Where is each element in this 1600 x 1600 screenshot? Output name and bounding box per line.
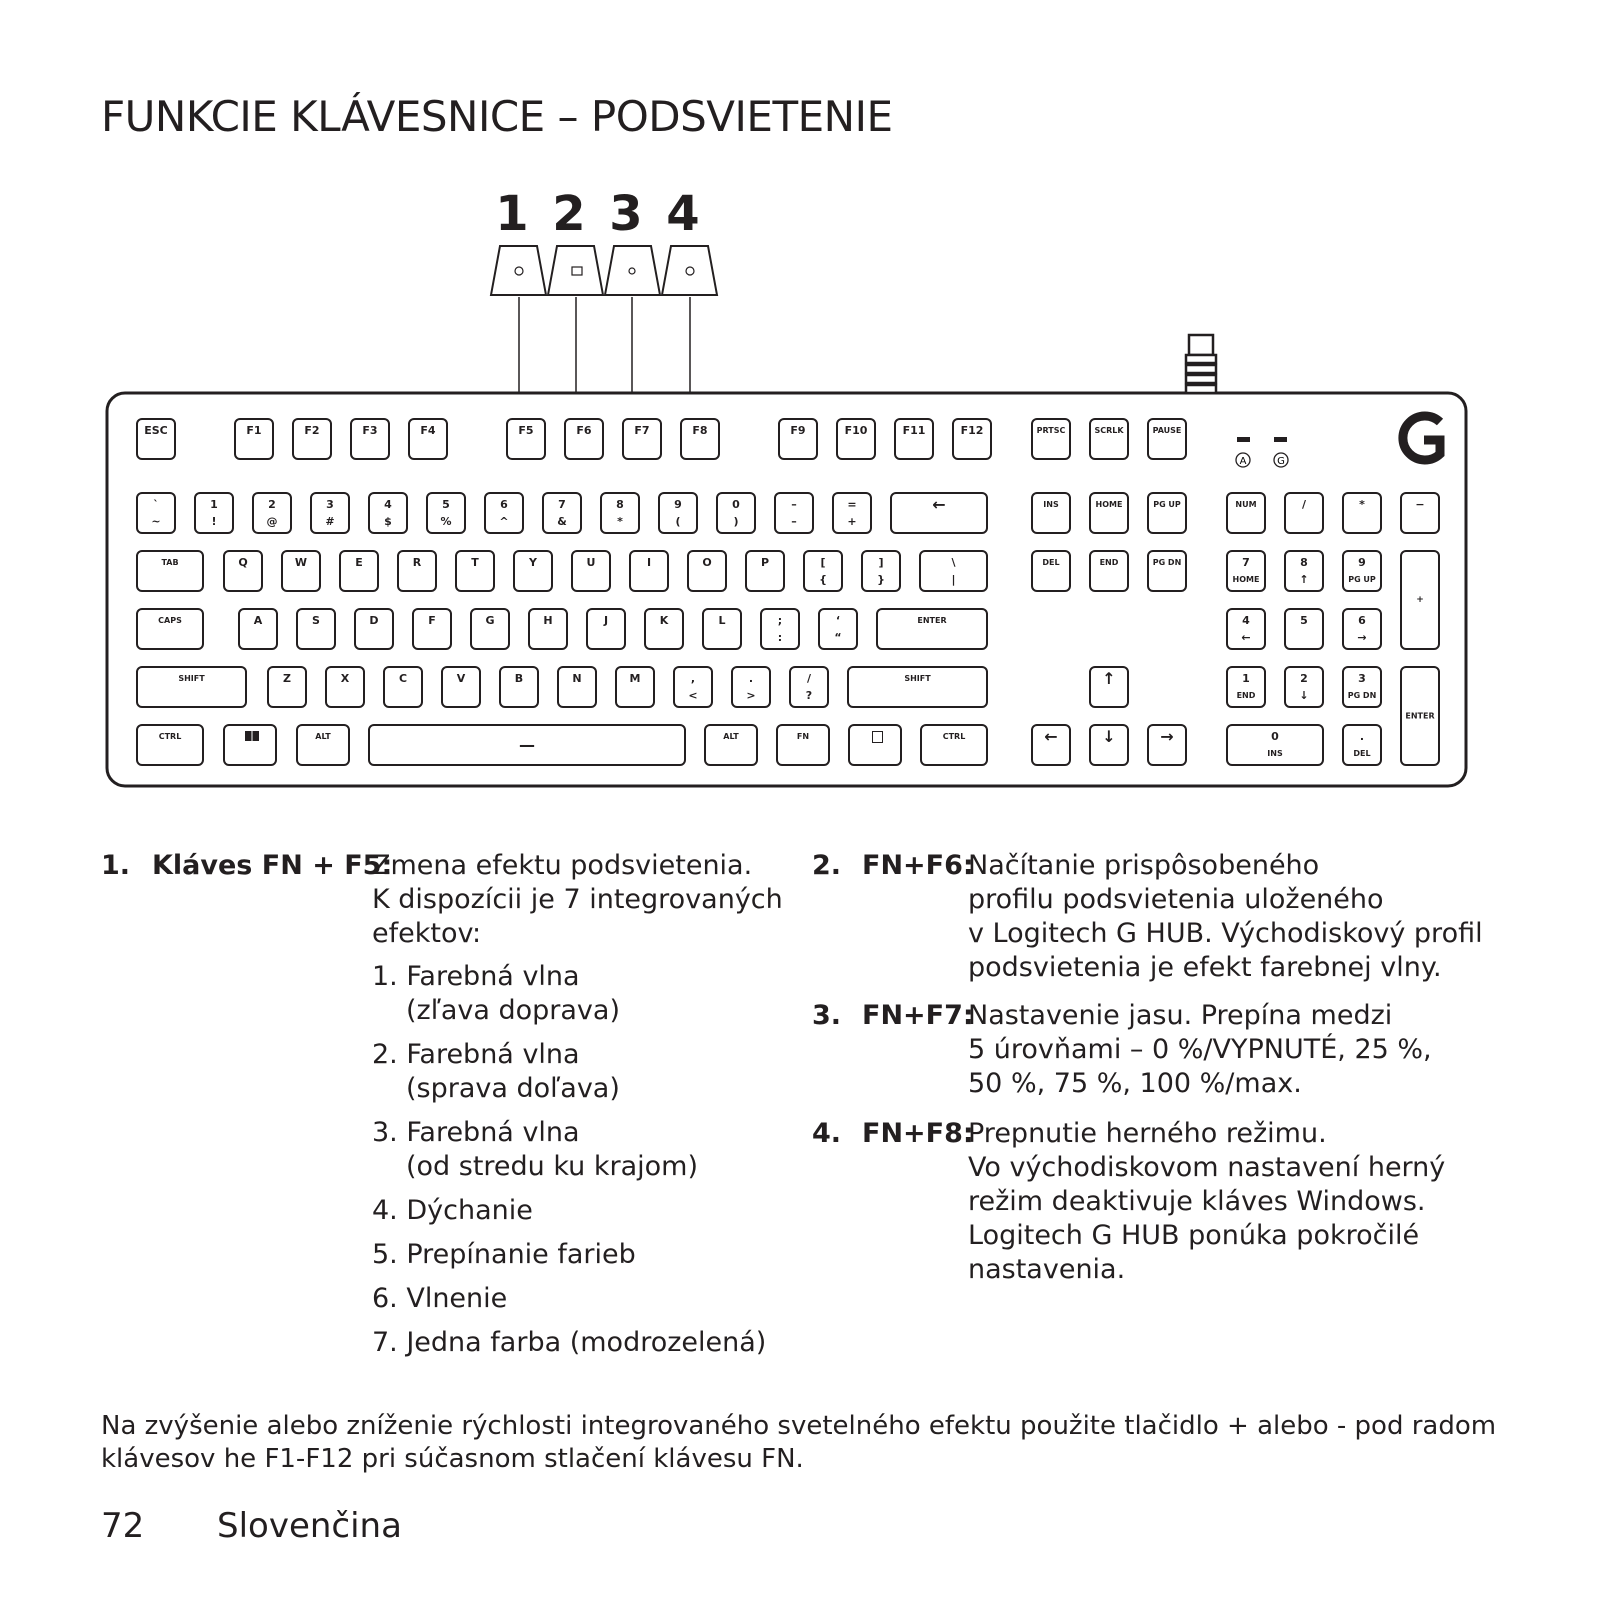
key-i: I xyxy=(629,550,669,592)
item-1-number: 1. xyxy=(101,850,131,881)
effect-4: 4. Dýchanie xyxy=(372,1195,533,1226)
key-n: N xyxy=(557,666,597,708)
key-f7: F7 xyxy=(622,418,662,460)
key-left-bracket: [ { xyxy=(803,550,843,592)
key-windows xyxy=(223,724,277,766)
key-esc: ESC xyxy=(136,418,176,460)
key-end: END xyxy=(1089,550,1129,592)
page-title: FUNKCIE KLÁVESNICE – PODSVIETENIE xyxy=(101,92,893,141)
key-r: R xyxy=(397,550,437,592)
key-num-plus: + xyxy=(1400,550,1440,650)
key-num-0: 0 INS xyxy=(1226,724,1324,766)
key-2: 2 @ xyxy=(252,492,292,534)
indicator-label-g: G xyxy=(1277,456,1285,467)
key-7: 7 & xyxy=(542,492,582,534)
item-4-description: Prepnutie herného režimu. Vo východiskovom nastavení herný režim deaktivuje kláves Windows. Logitech G HUB ponúka pokročilé nastavenia. xyxy=(968,1118,1446,1285)
key-num-divide: / xyxy=(1284,492,1324,534)
key-5: 5 % xyxy=(426,492,466,534)
key-home: HOME xyxy=(1089,492,1129,534)
key-prtsc: PRTSC xyxy=(1031,418,1071,460)
key-1: 1 ! xyxy=(194,492,234,534)
key-f6: F6 xyxy=(564,418,604,460)
key-o: O xyxy=(687,550,727,592)
key-g: G xyxy=(470,608,510,650)
key-num-9: 9 PG UP xyxy=(1342,550,1382,592)
key-enter: ENTER xyxy=(876,608,988,650)
key-0: 0 ) xyxy=(716,492,756,534)
key-arrow-left: ← xyxy=(1031,724,1071,766)
key-num-3: 3 PG DN xyxy=(1342,666,1382,708)
indicator-label-a: A xyxy=(1239,456,1247,467)
key-right-bracket: ] } xyxy=(861,550,901,592)
key-scrlk: SCRLK xyxy=(1089,418,1129,460)
item-2-number: 2. xyxy=(812,850,842,881)
key-8: 8 * xyxy=(600,492,640,534)
key-num-6: 6 → xyxy=(1342,608,1382,650)
key-menu xyxy=(848,724,902,766)
key-h: H xyxy=(528,608,568,650)
indicator-led-a xyxy=(1237,437,1250,442)
key-f1: F1 xyxy=(234,418,274,460)
key-f3: F3 xyxy=(350,418,390,460)
key-pgdn: PG DN xyxy=(1147,550,1187,592)
key-num-4: 4 ← xyxy=(1226,608,1266,650)
key-pgup: PG UP xyxy=(1147,492,1187,534)
key-q: Q xyxy=(223,550,263,592)
item-1-description: Zmena efektu podsvietenia. K dispozícii je 7 integrovaných efektov: xyxy=(372,850,783,949)
key-num-enter: ENTER xyxy=(1400,666,1440,766)
key-v: V xyxy=(441,666,481,708)
key-left-ctrl: CTRL xyxy=(136,724,204,766)
callout-number-2: 2 xyxy=(552,186,586,242)
key-num-8: 8 ↑ xyxy=(1284,550,1324,592)
effect-6: 6. Vlnenie xyxy=(372,1283,508,1314)
key-j: J xyxy=(586,608,626,650)
key-f11: F11 xyxy=(894,418,934,460)
key-num-2: 2 ↓ xyxy=(1284,666,1324,708)
key-caps: CAPS xyxy=(136,608,204,650)
key-c: C xyxy=(383,666,423,708)
key-left-alt: ALT xyxy=(296,724,350,766)
callout-keycaps xyxy=(491,246,717,295)
key-numlock: NUM xyxy=(1226,492,1266,534)
callout-number-1: 1 xyxy=(495,186,529,242)
key-f10: F10 xyxy=(836,418,876,460)
key-t: T xyxy=(455,550,495,592)
key-right-shift: SHIFT xyxy=(847,666,988,708)
key-f: F xyxy=(412,608,452,650)
effect-1: 1. Farebná vlna (zľava doprava) xyxy=(372,961,620,1026)
key-x: X xyxy=(325,666,365,708)
key-y: Y xyxy=(513,550,553,592)
key-right-ctrl: CTRL xyxy=(920,724,988,766)
key-comma: , < xyxy=(673,666,713,708)
key-z: Z xyxy=(267,666,307,708)
key-f9: F9 xyxy=(778,418,818,460)
key-pause: PAUSE xyxy=(1147,418,1187,460)
key-arrow-up: ↑ xyxy=(1089,666,1129,708)
item-1-label: Kláves FN + F5: xyxy=(152,850,393,881)
key-left-shift: SHIFT xyxy=(136,666,247,708)
key-backslash: \ | xyxy=(919,550,988,592)
item-3-label: FN+F7: xyxy=(862,1000,974,1031)
key-b: B xyxy=(499,666,539,708)
key-f12: F12 xyxy=(952,418,992,460)
key-f5: F5 xyxy=(506,418,546,460)
key-tab: TAB xyxy=(136,550,204,592)
key-num-minus: − xyxy=(1400,492,1440,534)
key-backtick: ` ~ xyxy=(136,492,176,534)
callout-number-3: 3 xyxy=(609,186,643,242)
key-f2: F2 xyxy=(292,418,332,460)
key-fn: FN xyxy=(776,724,830,766)
key-period: . > xyxy=(731,666,771,708)
footer-note: Na zvýšenie alebo zníženie rýchlosti integrovaného svetelného efektu použite tlačidlo + alebo - pod radom klávesov he F1-F12 pri súčasnom stlačení klávesu FN. xyxy=(101,1411,1497,1474)
key-num-1: 1 END xyxy=(1226,666,1266,708)
key-num-5: 5 xyxy=(1284,608,1324,650)
key-f8: F8 xyxy=(680,418,720,460)
key-f4: F4 xyxy=(408,418,448,460)
key-4: 4 $ xyxy=(368,492,408,534)
key-num-multiply: * xyxy=(1342,492,1382,534)
menu-icon xyxy=(872,731,883,743)
effect-3: 3. Farebná vlna (od stredu ku krajom) xyxy=(372,1117,699,1182)
callout-number-4: 4 xyxy=(666,186,700,242)
key-del: DEL xyxy=(1031,550,1071,592)
windows-icon xyxy=(245,731,259,741)
key-e: E xyxy=(339,550,379,592)
effects-list xyxy=(372,960,766,1360)
item-2-label: FN+F6: xyxy=(862,850,974,881)
key-3: 3 # xyxy=(310,492,350,534)
page-language: Slovenčina xyxy=(217,1506,402,1546)
key-m: M xyxy=(615,666,655,708)
key-quote: ‘ “ xyxy=(818,608,858,650)
key-num-7: 7 HOME xyxy=(1226,550,1266,592)
item-4-number: 4. xyxy=(812,1118,842,1149)
key-space: — xyxy=(368,724,686,766)
key-s: S xyxy=(296,608,336,650)
key-arrow-right: → xyxy=(1147,724,1187,766)
key-d: D xyxy=(354,608,394,650)
item-3-number: 3. xyxy=(812,1000,842,1031)
key-w: W xyxy=(281,550,321,592)
key-backspace: ← xyxy=(890,492,988,534)
key-slash: / ? xyxy=(789,666,829,708)
key-minus: – – xyxy=(774,492,814,534)
key-6: 6 ^ xyxy=(484,492,524,534)
key-a: A xyxy=(238,608,278,650)
key-arrow-down: ↓ xyxy=(1089,724,1129,766)
cable-connector xyxy=(1186,335,1216,393)
key-9: 9 ( xyxy=(658,492,698,534)
effect-2: 2. Farebná vlna (sprava doľava) xyxy=(372,1039,620,1104)
effect-7: 7. Jedna farba (modrozelená) xyxy=(372,1327,767,1358)
indicator-led-g xyxy=(1274,437,1287,442)
key-u: U xyxy=(571,550,611,592)
key-equals: = + xyxy=(832,492,872,534)
key-ins: INS xyxy=(1031,492,1071,534)
item-3-description: Nastavenie jasu. Prepína medzi 5 úrovňami – 0 %/VYPNUTÉ, 25 %, 50 %, 75 %, 100 %/max. xyxy=(968,1000,1432,1099)
page-number: 72 xyxy=(101,1506,145,1546)
key-num-decimal: . DEL xyxy=(1342,724,1382,766)
key-l: L xyxy=(702,608,742,650)
key-right-alt: ALT xyxy=(704,724,758,766)
item-2-description: Načítanie prispôsobeného profilu podsvietenia uloženého v Logitech G HUB. Východiskový profil podsvietenia je efekt farebnej vlny. xyxy=(968,850,1483,983)
key-semicolon: ; : xyxy=(760,608,800,650)
key-k: K xyxy=(644,608,684,650)
effect-5: 5. Prepínanie farieb xyxy=(372,1239,636,1270)
item-4-label: FN+F8: xyxy=(862,1118,974,1149)
key-p: P xyxy=(745,550,785,592)
